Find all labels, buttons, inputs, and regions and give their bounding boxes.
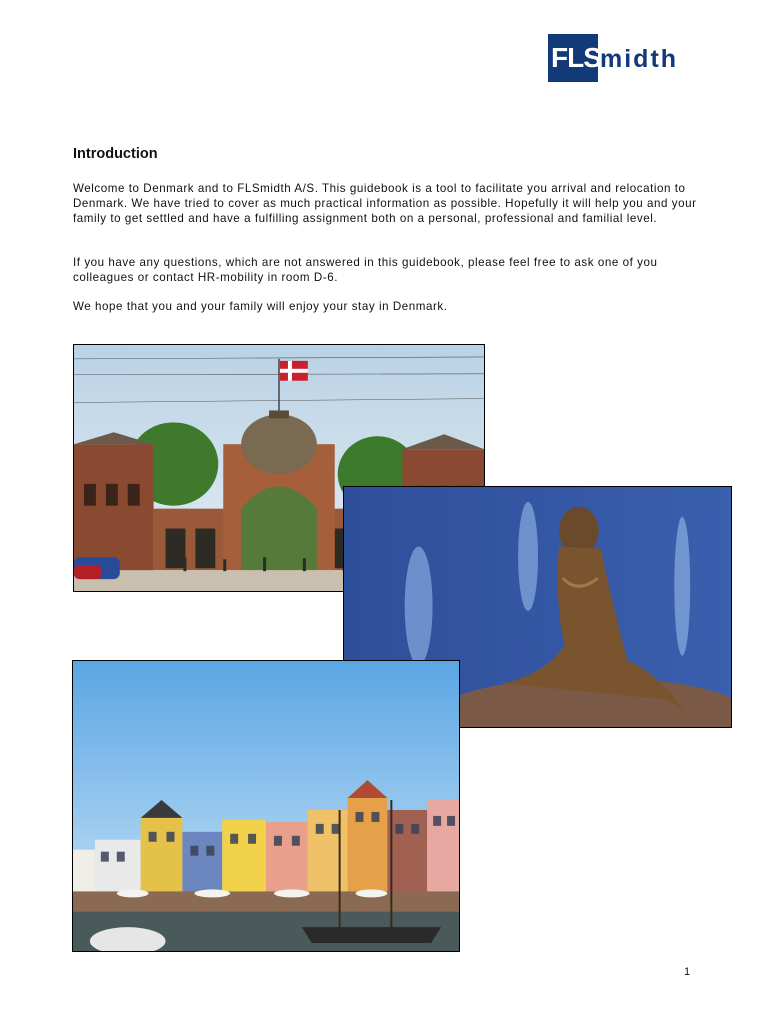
intro-paragraph: Welcome to Denmark and to FLSmidth A/S. This guidebook is a tool to facilitate you arrival and relocation to Denmark. We have tried to cover as much practical information as possible. Hopefully it will help you and your family to get settled and have a fulfilling assignment both on a personal, professional and familial level. [73, 182, 697, 225]
closing-paragraph: We hope that you and your family will enjoy your stay in Denmark. [73, 300, 448, 313]
section-heading: Introduction [73, 146, 158, 162]
flsmidth-logo [548, 34, 733, 82]
questions-paragraph: If you have any questions, which are not answered in this guidebook, please feel free to ask one of you colleagues or contact HR-mobility in room D-6. [73, 256, 658, 284]
logo-mark: FLS [548, 34, 598, 82]
logo-wordmark: midth [600, 45, 679, 73]
page-number: 1 [684, 966, 691, 978]
nyhavn-harbour-photo [72, 660, 460, 952]
